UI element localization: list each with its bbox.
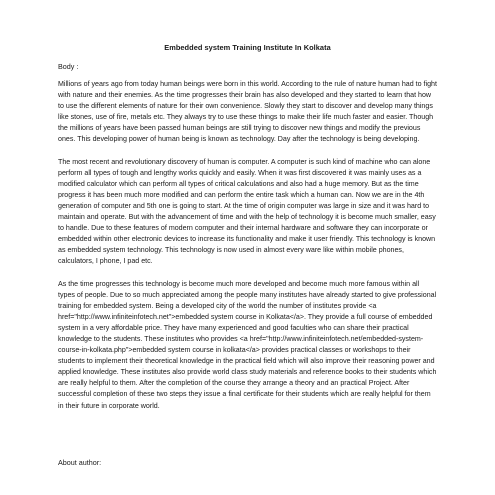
body-label: Body :	[58, 62, 79, 71]
paragraph-2: The most recent and revolutionary discovery of human is computer. A computer is such kind of machine who can alone perform all types of tough and lengthy works quickly and easily. When it was first discovered it was mainly uses as a modified calculator which can perform all types of critical calculations and also had a huge memory. But as the time progress it has been much more modified and can perform the entire task which a human can. Now we are in the 4th generation of computer and 5th one is going to start. At the time of origin computer was large in size and it was hard to maintain and operate. But with the advancement of time and with the help of technology it is become much smaller, easy to handle. Due to these features of modern computer and their internal hardware and software they can incorporate or embedded within other electronic devices to increase its functionality and make it user friendly. This technology is known as embedded system technology. This technology is now used in almost every ware like within mobile phones, calculators, I phone, I pad etc.	[58, 157, 436, 266]
paragraph-1: Millions of years ago from today human beings were born in this world. According to the rule of nature human had to fight with nature and their enemies. As the time progresses their brain has also developed and they started to learn that how to use the different elements of nature for their own convenience. Slowly they start to discover and develop many things like stones, use of fire, metals etc. They always try to use these things to make their life much faster and easier. Though the millions of years have been passed human beings are still trying to discover new things and modify the previous ones. This developing power of human being is known as technology. Day after the technology is being developing.	[58, 80, 437, 144]
document-title: Embedded system Training Institute In Kolkata	[164, 43, 331, 52]
paragraph-3: As the time progresses this technology is become much more developed and become much more famous within all types of people. Due to so much appreciated among the people many institutes have already started to give professional training for embedded system. Being a developed city of the world the number of institutes provide <a href="http://www.infiniteinfotech.net">embedded system course in Kolkata</a>. They provide a full course of embedded system in a very affordable price. They have many experienced and good faculties who can share their practical knowledge to the students. These institutes who provides <a href="http://www.infiniteinfotech.net/embedded-system-course-in-kolkata.php">embedded system course in kolkata</a> provides practical classes or workshops to their students to implement their theoretical knowledge in the practical field which will also improve their reasoning power and applied knowledge. These institutes also provide world class study materials and reference books to their students which are really helpful to them. After the completion of the course they arrange a theory and an practical Project. After successful completion of these two steps they issue a final certificate for their students which are really helpful for them in their future in corporate world.	[58, 279, 437, 410]
about-author-label: About author:	[58, 457, 102, 467]
